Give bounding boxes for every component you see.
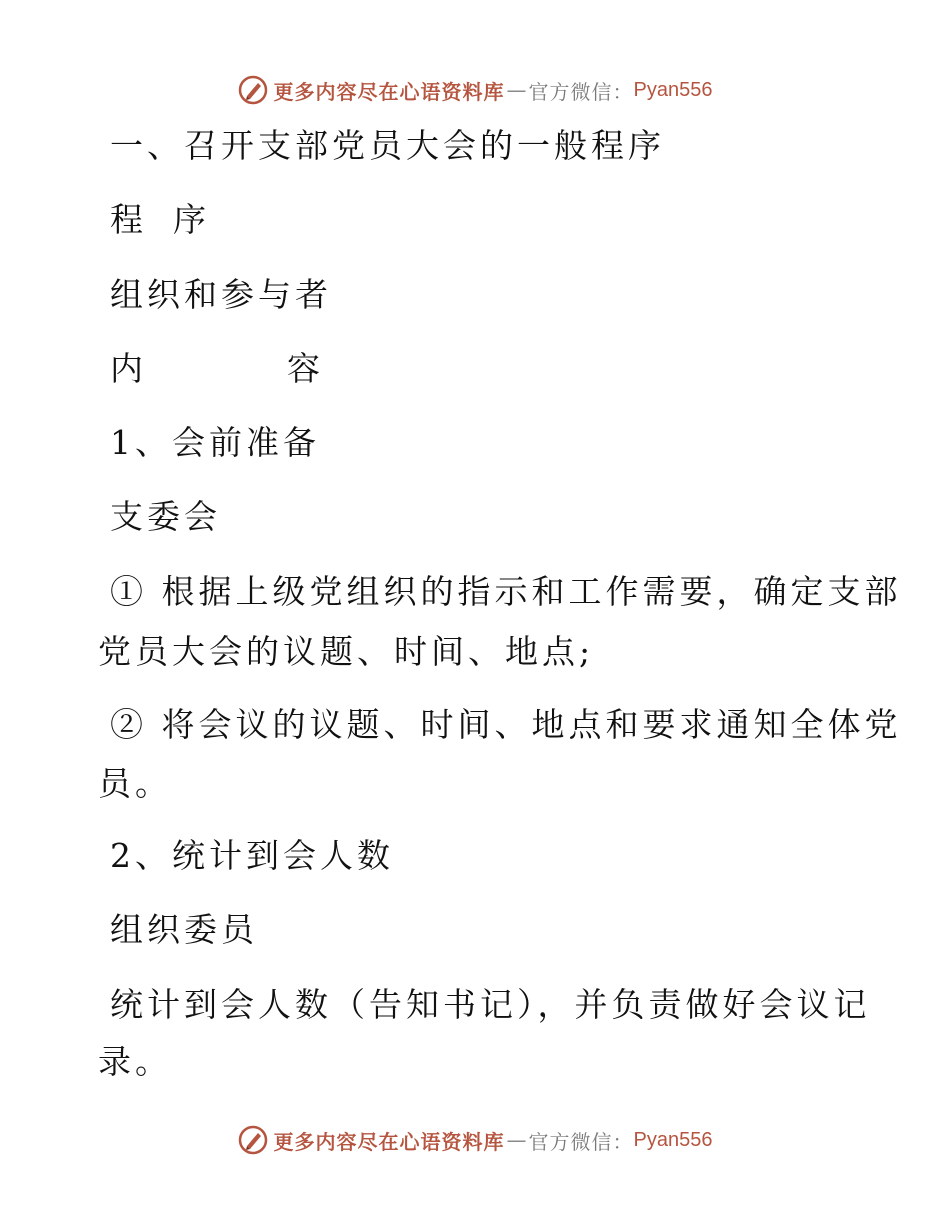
document-heading: 一、召开支部党员大会的一般程序 xyxy=(110,126,665,165)
step1-item1-line1: ① 根据上级党组织的指示和工作需要，确定支部 xyxy=(110,572,902,611)
footer-watermark xyxy=(0,1120,950,1160)
column-header-content-a: 内 xyxy=(110,349,147,388)
watermark-wechat-id: Pyan556 xyxy=(633,1128,713,1151)
step2-content-line2: 录。 xyxy=(98,1042,172,1081)
watermark-wechat-id: Pyan556 xyxy=(633,78,713,101)
column-header-content-b: 容 xyxy=(287,349,324,388)
watermark-wechat-label: 官方微信： xyxy=(528,1129,634,1154)
column-header-program-b: 序 xyxy=(173,200,210,239)
step2-title: 2、统计到会人数 xyxy=(110,836,394,875)
step1-item1-line2: 党员大会的议题、时间、地点; xyxy=(98,632,595,671)
watermark-separator: — xyxy=(506,1128,527,1152)
pen-logo-icon xyxy=(238,1125,268,1155)
watermark-brand: 更多内容尽在心语资料库 xyxy=(273,79,505,104)
watermark-brand: 更多内容尽在心语资料库 xyxy=(273,1129,505,1154)
step1-title: 1、会前准备 xyxy=(110,423,320,462)
column-header-program xyxy=(110,200,210,240)
column-header-organizer: 组织和参与者 xyxy=(110,275,332,314)
column-header-program-a: 程 xyxy=(110,200,147,239)
step2-content-line1: 统计到会人数（告知书记），并负责做好会议记 xyxy=(110,985,871,1024)
step1-item2-line2: 员。 xyxy=(98,764,172,803)
step2-organizer: 组织委员 xyxy=(110,910,258,949)
step1-organizer: 支委会 xyxy=(110,497,221,536)
column-header-content xyxy=(110,349,324,389)
step1-item2-line1: ② 将会议的议题、时间、地点和要求通知全体党 xyxy=(110,705,902,744)
watermark-wechat-label: 官方微信： xyxy=(528,79,634,104)
watermark-separator: — xyxy=(506,78,527,102)
